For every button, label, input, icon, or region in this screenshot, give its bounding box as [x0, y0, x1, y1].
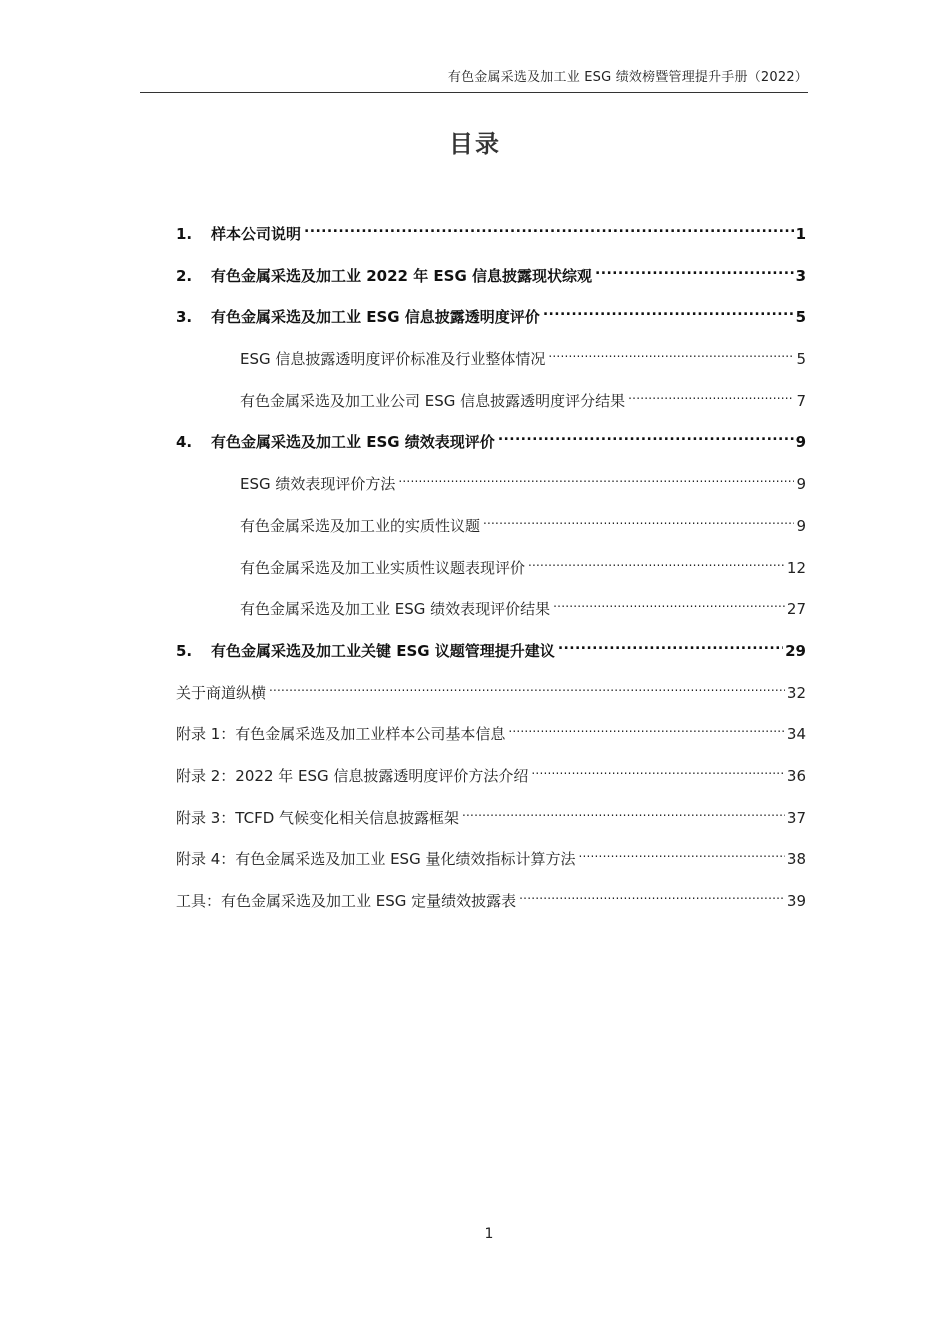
toc-dot-leader: [398, 475, 794, 489]
toc-entry-title: 附录 2：2022 年 ESG 信息披露透明度评价方法介绍: [176, 766, 529, 785]
toc-entry-title: 样本公司说明: [211, 225, 302, 243]
toc-entry-page: 29: [785, 641, 806, 660]
toc-entry-title: 有色金属采选及加工业 ESG 信息披露透明度评价: [211, 308, 540, 327]
toc-dot-leader: [498, 433, 794, 447]
toc-entry[interactable]: [176, 804, 806, 846]
toc-entry[interactable]: [176, 262, 806, 304]
toc-entry[interactable]: [176, 845, 806, 887]
toc-dot-leader: [508, 725, 785, 739]
toc-entry-title: 关于商道纵横: [176, 683, 267, 702]
toc-entry-page: 36: [786, 766, 806, 785]
toc-dot-leader: [528, 559, 785, 573]
toc-dot-leader: [543, 308, 794, 322]
toc-entry-page: 32: [786, 683, 806, 702]
toc-entry[interactable]: [176, 345, 806, 387]
toc-entry[interactable]: [176, 887, 806, 929]
page-title: 目录: [449, 130, 501, 158]
table-of-contents: [176, 220, 806, 929]
toc-entry-title: 有色金属采选及加工业实质性议题表现评价: [240, 558, 526, 577]
toc-entry-title: ESG 绩效表现评价方法: [240, 475, 396, 494]
toc-entry-title: 工具：有色金属采选及加工业 ESG 定量绩效披露表: [176, 892, 517, 910]
toc-entry-page: 7: [796, 391, 806, 410]
toc-entry-page: 9: [795, 433, 806, 452]
toc-entry[interactable]: [176, 595, 806, 637]
toc-entry-page: 37: [786, 808, 806, 827]
toc-dot-leader: [462, 809, 785, 823]
toc-dot-leader: [595, 267, 794, 281]
toc-dot-leader: [483, 517, 794, 531]
toc-entry-page: 5: [796, 350, 806, 369]
page-number: 1: [484, 1226, 494, 1242]
toc-entry-title: 有色金属采选及加工业 2022 年 ESG 信息披露现状综观: [211, 266, 593, 285]
toc-entry-page: 27: [786, 600, 806, 619]
toc-entry-title: 附录 1：有色金属采选及加工业样本公司基本信息: [176, 725, 506, 744]
toc-entry-page: 9: [796, 475, 806, 494]
toc-dot-leader: [578, 850, 784, 864]
toc-entry[interactable]: [176, 512, 806, 554]
toc-entry-page: 1: [795, 225, 806, 243]
toc-entry-number: 3.: [176, 308, 193, 327]
toc-entry-title: 附录 4：有色金属采选及加工业 ESG 量化绩效指标计算方法: [176, 850, 576, 869]
toc-entry-page: 38: [786, 850, 806, 869]
toc-entry[interactable]: [176, 303, 806, 345]
toc-entry-title: 有色金属采选及加工业的实质性议题: [240, 516, 481, 535]
toc-dot-leader: [269, 684, 785, 698]
toc-entry-page: 39: [786, 892, 806, 910]
running-header: 有色金属采选及加工业 ESG 绩效榜暨管理提升手册（2022）: [447, 70, 808, 85]
toc-entry[interactable]: [176, 220, 806, 262]
toc-entry[interactable]: [176, 720, 806, 762]
toc-entry-number: 1.: [176, 225, 193, 243]
toc-dot-leader: [628, 392, 794, 406]
toc-dot-leader: [558, 642, 783, 656]
toc-entry-title: 有色金属采选及加工业 ESG 绩效表现评价结果: [240, 600, 551, 619]
toc-entry[interactable]: [176, 637, 806, 679]
toc-entry[interactable]: [176, 387, 806, 429]
toc-dot-leader: [548, 350, 794, 364]
toc-dot-leader: [519, 892, 785, 906]
toc-entry-title: 有色金属采选及加工业关键 ESG 议题管理提升建议: [211, 641, 555, 660]
toc-entry-page: 3: [795, 266, 806, 285]
toc-entry-title: ESG 信息披露透明度评价标准及行业整体情况: [240, 350, 546, 369]
toc-entry-number: 4.: [176, 433, 193, 452]
toc-dot-leader: [553, 600, 785, 614]
toc-entry[interactable]: [176, 428, 806, 470]
toc-entry-page: 12: [786, 558, 806, 577]
toc-entry-page: 34: [786, 725, 806, 744]
header-rule: [140, 92, 808, 93]
toc-entry[interactable]: [176, 470, 806, 512]
toc-entry-number: 2.: [176, 266, 193, 285]
toc-entry[interactable]: [176, 762, 806, 804]
toc-entry-page: 5: [795, 308, 806, 327]
toc-dot-leader: [531, 767, 784, 781]
toc-entry-page: 9: [796, 516, 806, 535]
toc-entry[interactable]: [176, 679, 806, 721]
toc-entry-title: 有色金属采选及加工业 ESG 绩效表现评价: [211, 433, 495, 452]
toc-entry-title: 附录 3：TCFD 气候变化相关信息披露框架: [176, 808, 460, 827]
toc-entry-number: 5.: [176, 641, 193, 660]
toc-entry[interactable]: [176, 554, 806, 596]
toc-entry-title: 有色金属采选及加工业公司 ESG 信息披露透明度评分结果: [240, 391, 626, 410]
toc-dot-leader: [304, 225, 794, 239]
